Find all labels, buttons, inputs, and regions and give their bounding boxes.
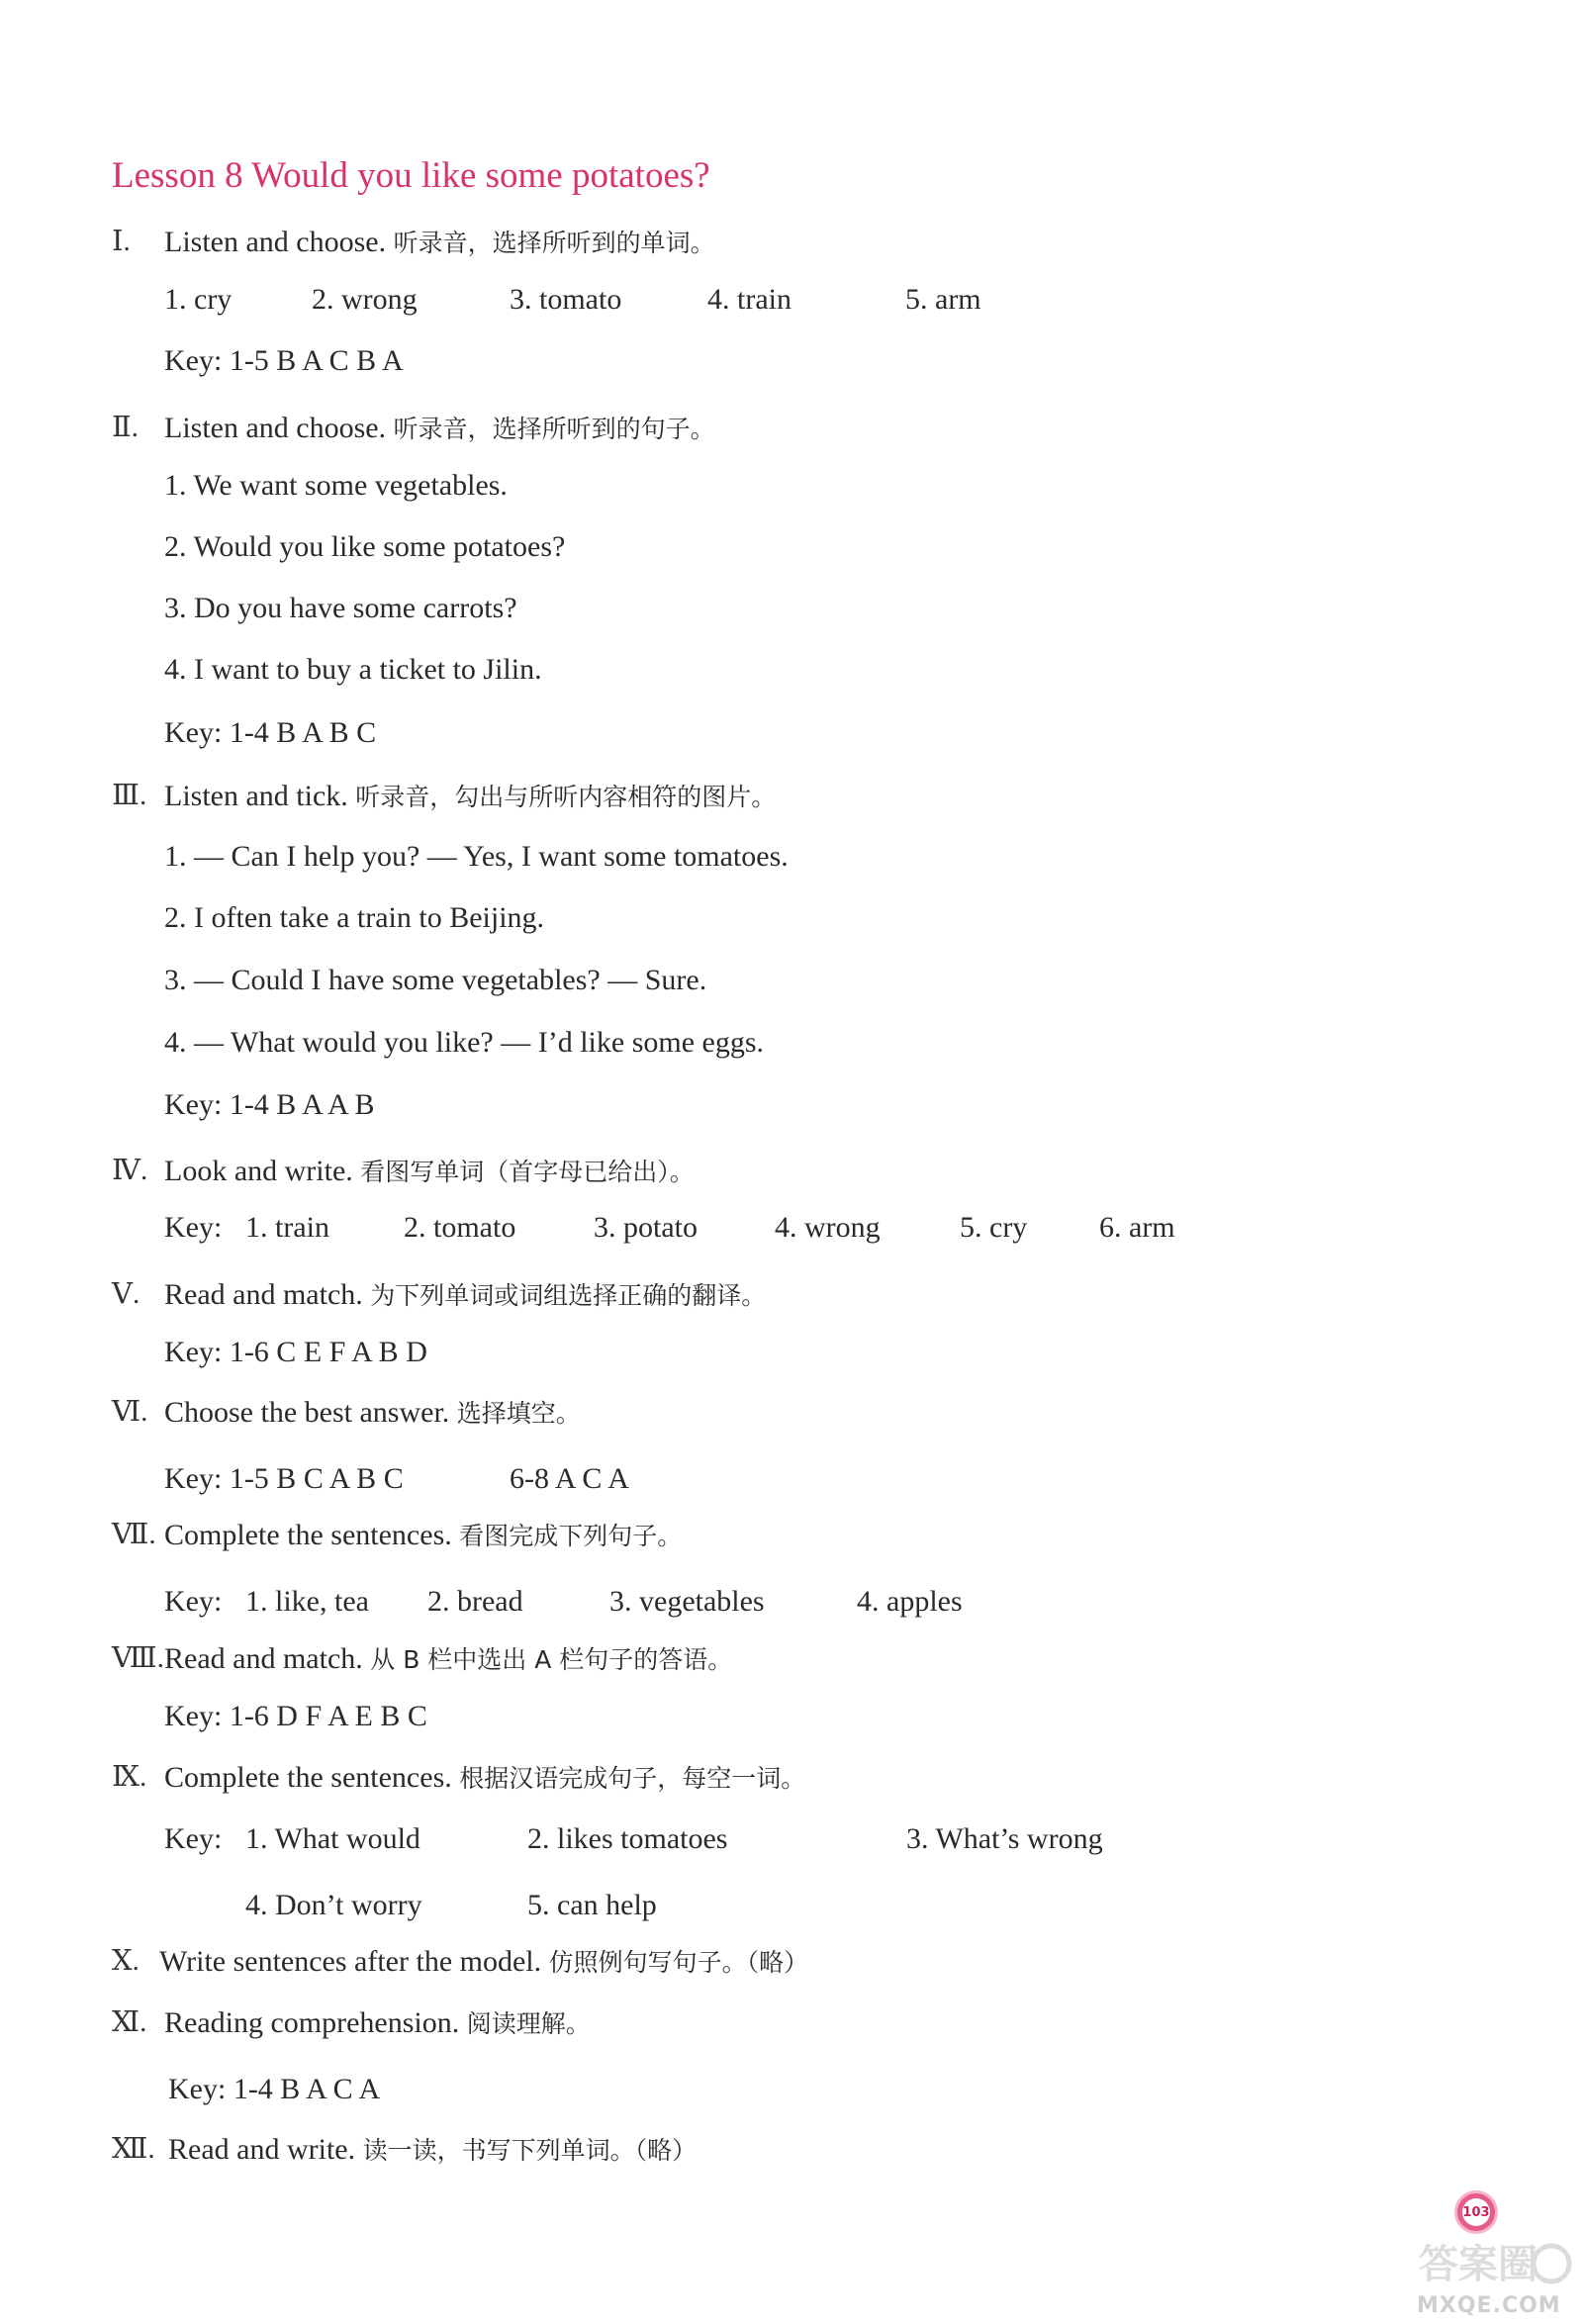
section-1-number: Ⅰ. xyxy=(112,226,131,257)
section-3-key: Key: 1-4 B A A B xyxy=(164,1088,375,1121)
section-4-item-4: 4. wrong xyxy=(775,1211,881,1244)
section-6-en: Choose the best answer. xyxy=(164,1396,450,1429)
section-4-item-6: 6. arm xyxy=(1099,1211,1175,1244)
section-11-number: Ⅺ. xyxy=(112,2006,147,2038)
section-1-key: Key: 1-5 B A C B A xyxy=(164,344,404,377)
section-9-en: Complete the sentences. xyxy=(164,1761,452,1794)
section-7-zh: 看图完成下列句子。 xyxy=(459,1522,683,1550)
section-12-en: Read and write. xyxy=(168,2133,356,2166)
section-1-zh: 听录音，选择所听到的单词。 xyxy=(393,229,715,257)
section-7-number: Ⅶ. xyxy=(112,1519,156,1550)
section-7-item-3: 3. vegetables xyxy=(609,1585,765,1618)
section-4-zh: 看图写单词（首字母已给出）。 xyxy=(360,1158,695,1186)
watermark-logo-text: 答案圈 xyxy=(1419,2242,1537,2287)
section-9-key-label: Key: xyxy=(164,1822,223,1855)
section-8-zh: 从 B 栏中选出 A 栏句子的答语。 xyxy=(370,1645,733,1674)
section-8-number: Ⅷ. xyxy=(112,1642,164,1674)
section-11-zh: 阅读理解。 xyxy=(466,2009,591,2038)
section-4-key-label: Key: xyxy=(164,1211,223,1244)
section-3-en: Listen and tick. xyxy=(164,780,348,812)
section-5-heading xyxy=(164,1280,766,1310)
section-2-zh: 听录音，选择所听到的句子。 xyxy=(393,415,715,443)
section-11-heading xyxy=(164,2008,591,2038)
section-1-item-2: 2. wrong xyxy=(312,283,418,316)
section-9-item-4: 4. Don’t worry xyxy=(245,1889,422,1921)
section-3-number: Ⅲ. xyxy=(112,780,147,811)
section-10-zh: 仿照例句写句子。（略） xyxy=(548,1948,809,1977)
section-1-heading xyxy=(164,228,715,257)
section-7-item-1: 1. like, tea xyxy=(245,1585,369,1618)
section-4-number: Ⅳ. xyxy=(112,1155,148,1186)
section-2-item-3: 3. Do you have some carrots? xyxy=(164,592,517,624)
section-1-item-5: 5. arm xyxy=(905,283,981,316)
section-3-item-1: 1. — Can I help you? — Yes, I want some tomatoes. xyxy=(164,840,789,873)
section-2-number: Ⅱ. xyxy=(112,412,139,443)
section-2-item-2: 2. Would you like some potatoes? xyxy=(164,530,566,563)
section-11-key: Key: 1-4 B A C A xyxy=(168,2073,381,2105)
section-9-item-2: 2. likes tomatoes xyxy=(527,1822,728,1855)
section-4-item-1: 1. train xyxy=(245,1211,329,1244)
section-4-item-5: 5. cry xyxy=(960,1211,1028,1244)
watermark-text: MXQE.COM xyxy=(1417,2293,1561,2318)
section-2-heading xyxy=(164,414,715,443)
section-9-number: Ⅸ. xyxy=(112,1761,147,1793)
section-9-zh: 根据汉语完成句子，每空一词。 xyxy=(459,1764,806,1793)
section-5-number: Ⅴ. xyxy=(112,1278,140,1310)
section-7-heading xyxy=(164,1521,682,1550)
section-6-key: Key: 1-5 B C A B C xyxy=(164,1462,404,1495)
section-2-item-4: 4. I want to buy a ticket to Jilin. xyxy=(164,653,542,686)
lesson-title: Lesson 8 Would you like some potatoes? xyxy=(112,155,710,196)
section-1-item-4: 4. train xyxy=(707,283,792,316)
section-2-en: Listen and choose. xyxy=(164,412,387,444)
page-number: 103 xyxy=(1462,2198,1490,2226)
section-9-heading xyxy=(164,1763,805,1793)
section-6-key-2: 6-8 A C A xyxy=(510,1462,629,1495)
section-2-item-1: 1. We want some vegetables. xyxy=(164,469,508,502)
section-8-en: Read and match. xyxy=(164,1642,363,1675)
section-4-en: Look and write. xyxy=(164,1155,353,1187)
section-8-heading xyxy=(164,1644,732,1674)
section-6-zh: 选择填空。 xyxy=(456,1399,581,1428)
section-6-heading xyxy=(164,1398,581,1428)
section-12-number: Ⅻ. xyxy=(112,2133,155,2165)
section-1-en: Listen and choose. xyxy=(164,226,387,258)
section-3-item-3: 3. — Could I have some vegetables? — Sure. xyxy=(164,964,707,996)
section-7-item-2: 2. bread xyxy=(427,1585,523,1618)
section-2-key: Key: 1-4 B A B C xyxy=(164,716,377,749)
page-number-badge xyxy=(1454,2190,1498,2234)
section-3-item-2: 2. I often take a train to Beijing. xyxy=(164,901,545,934)
section-6-number: Ⅵ. xyxy=(112,1396,148,1428)
section-10-en: Write sentences after the model. xyxy=(159,1945,542,1978)
section-12-zh: 读一读，书写下列单词。（略） xyxy=(362,2136,698,2165)
section-9-item-5: 5. can help xyxy=(527,1889,657,1921)
section-3-heading xyxy=(164,782,776,811)
section-9-item-1: 1. What would xyxy=(245,1822,420,1855)
section-10-heading xyxy=(159,1947,808,1977)
section-10-number: Ⅹ. xyxy=(112,1945,140,1977)
section-8-key: Key: 1-6 D F A E B C xyxy=(164,1700,427,1732)
section-7-item-4: 4. apples xyxy=(857,1585,963,1618)
section-5-key: Key: 1-6 C E F A B D xyxy=(164,1336,427,1368)
section-1-item-1: 1. cry xyxy=(164,283,233,316)
section-12-heading xyxy=(168,2135,697,2165)
section-1-item-3: 3. tomato xyxy=(510,283,622,316)
section-5-en: Read and match. xyxy=(164,1278,363,1311)
section-7-key-label: Key: xyxy=(164,1585,223,1618)
section-4-item-2: 2. tomato xyxy=(404,1211,516,1244)
section-4-heading xyxy=(164,1157,695,1186)
section-7-en: Complete the sentences. xyxy=(164,1519,452,1551)
section-5-zh: 为下列单词或词组选择正确的翻译。 xyxy=(370,1281,767,1310)
section-4-item-3: 3. potato xyxy=(594,1211,698,1244)
section-3-item-4: 4. — What would you like? — I’d like some eggs. xyxy=(164,1026,765,1059)
section-11-en: Reading comprehension. xyxy=(164,2006,460,2039)
watermark-logo-icon xyxy=(1415,2234,1573,2291)
section-9-item-3: 3. What’s wrong xyxy=(906,1822,1103,1855)
section-3-zh: 听录音，勾出与所听内容相符的图片。 xyxy=(355,783,777,811)
